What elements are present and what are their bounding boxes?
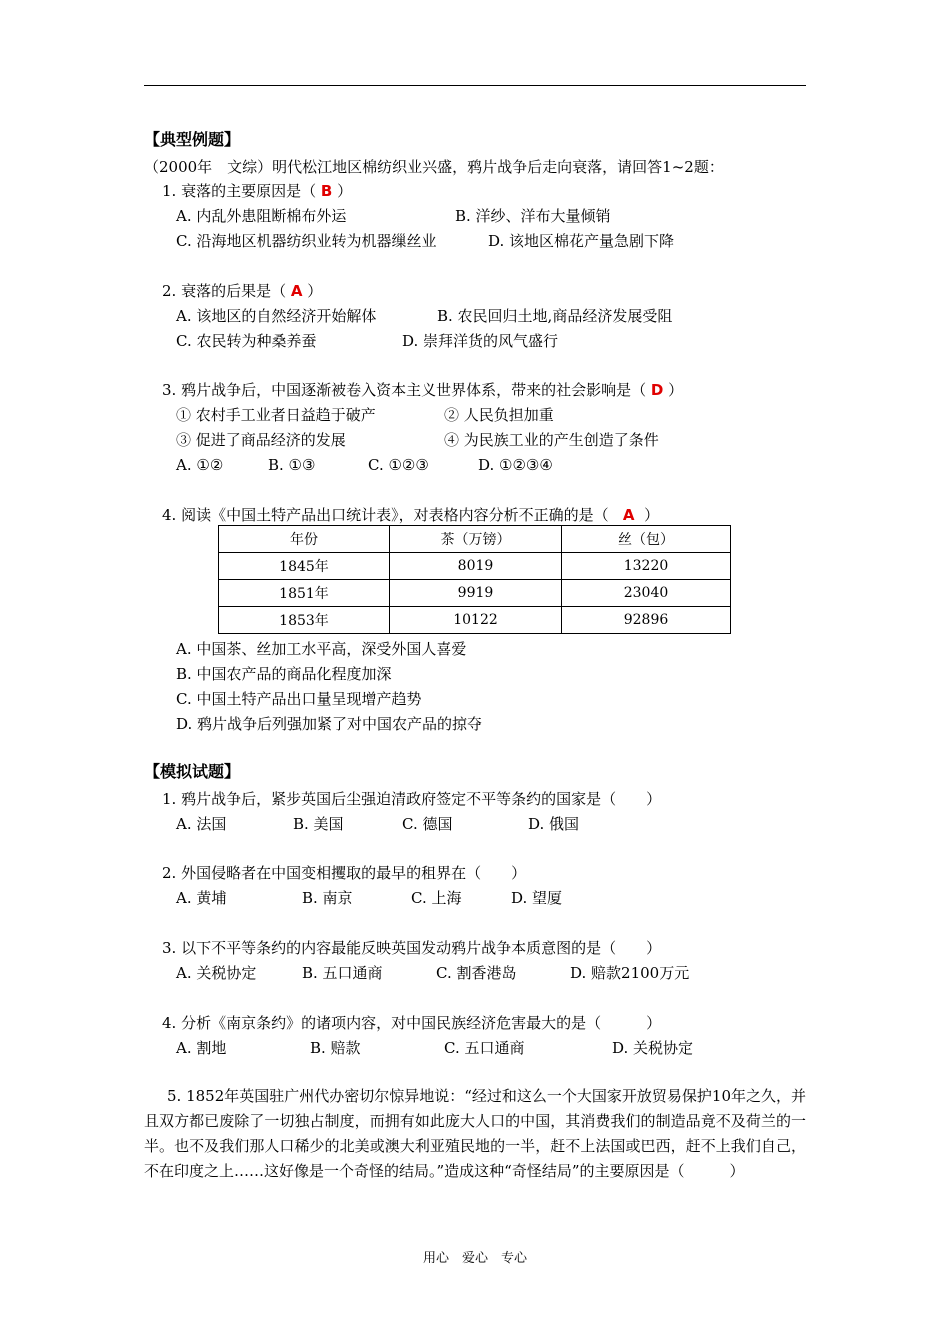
table-cell: 13220 — [562, 553, 731, 580]
option-b: B. 洋纱、洋布大量倾销 — [455, 207, 611, 225]
option-c: C. ①②③ — [368, 456, 429, 474]
question-1-stem: 1. 鸦片战争后，紧步英国后尘强迫清政府签定不平等条约的国家是（ ） — [162, 790, 662, 808]
statement-3: ③ 促进了商品经济的发展 — [176, 431, 346, 449]
question-2-stem: 2. 衰落的后果是（ A ） — [162, 282, 323, 300]
option-d: D. 该地区棉花产量急剧下降 — [488, 232, 675, 250]
table-cell: 1853年 — [219, 607, 390, 634]
option-c: C. 割香港岛 — [436, 964, 517, 982]
option-c: C. 中国土特产品出口量呈现增产趋势 — [176, 690, 422, 708]
option-d: D. 俄国 — [528, 815, 580, 833]
table-cell: 92896 — [562, 607, 731, 634]
question-4-stem: 4. 分析《南京条约》的诸项内容，对中国民族经济危害最大的是（ ） — [162, 1014, 662, 1032]
option-d: D. ①②③④ — [478, 456, 553, 474]
option-d: D. 关税协定 — [612, 1039, 694, 1057]
option-c: C. 农民转为种桑养蚕 — [176, 332, 317, 350]
table-cell: 10122 — [390, 607, 562, 634]
answer-mark: B — [320, 182, 333, 200]
intro-text: （2000年 文综）明代松江地区棉纺织业兴盛，鸦片战争后走向衰落，请回答1~2题： — [144, 158, 724, 176]
table-row — [219, 553, 731, 580]
header-rule — [144, 85, 806, 86]
column-header: 年份 — [219, 526, 390, 553]
answer-mark: A — [290, 282, 303, 300]
option-a: A. 该地区的自然经济开始解体 — [176, 307, 377, 325]
option-d: D. 赔款2100万元 — [570, 964, 690, 982]
question-2-stem: 2. 外国侵略者在中国变相攫取的最早的租界在（ ） — [162, 864, 527, 882]
option-a: A. ①② — [176, 456, 224, 474]
option-d: D. 崇拜洋货的风气盛行 — [402, 332, 559, 350]
option-d: D. 望厦 — [511, 889, 563, 907]
option-b: B. 五口通商 — [302, 964, 383, 982]
option-a: A. 割地 — [176, 1039, 227, 1057]
table-cell: 23040 — [562, 580, 731, 607]
option-c: C. 五口通商 — [444, 1039, 525, 1057]
statement-2: ② 人民负担加重 — [444, 406, 554, 424]
section-heading-examples: 【典型例题】 — [144, 130, 241, 149]
question-3-stem: 3. 鸦片战争后，中国逐渐被卷入资本主义世界体系，带来的社会影响是（ D ） — [162, 381, 684, 399]
table-cell: 1845年 — [219, 553, 390, 580]
table-cell: 8019 — [390, 553, 562, 580]
table-cell: 9919 — [390, 580, 562, 607]
option-b: B. 南京 — [302, 889, 353, 907]
answer-mark: A — [622, 506, 635, 524]
option-a: A. 法国 — [176, 815, 227, 833]
answer-mark: D — [650, 381, 664, 399]
table-header-row — [219, 526, 731, 553]
option-b: B. 赔款 — [310, 1039, 361, 1057]
table-row — [219, 607, 731, 634]
question-5-text: 5. 1852年英国驻广州代办密切尔惊异地说：“经过和这么一个大国家开放贸易保护10年之久，并且双方都已废除了一切独占制度，而拥有如此庞大人口的中国，其消费我们的制造品竟不及荷兰的一半。也不及我们那人口稀少的北美或澳大利亚殖民地的一半，赶不上法国或巴西，赶不上我们自己，不在印度之上……这好像是一个奇怪的结局。”造成这种“奇怪结局”的主要原因是（ ） — [144, 1087, 807, 1180]
page-footer: 用心 爱心 专心 — [422, 1251, 527, 1266]
column-header: 丝（包） — [562, 526, 731, 553]
question-4-stem: 4. 阅读《中国土特产品出口统计表》，对表格内容分析不正确的是（ A ） — [162, 506, 660, 524]
table-row — [219, 580, 731, 607]
section-heading-mock: 【模拟试题】 — [144, 762, 241, 781]
option-b: B. ①③ — [268, 456, 316, 474]
export-statistics-table — [218, 525, 731, 634]
option-b: B. 农民回归土地,商品经济发展受阻 — [437, 307, 673, 325]
option-a: A. 黄埔 — [176, 889, 227, 907]
option-a: A. 中国茶、丝加工水平高，深受外国人喜爱 — [176, 640, 467, 658]
question-3-stem: 3. 以下不平等条约的内容最能反映英国发动鸦片战争本质意图的是（ ） — [162, 939, 662, 957]
option-c: C. 沿海地区机器纺织业转为机器缫丝业 — [176, 232, 437, 250]
question-1-stem: 1. 衰落的主要原因是（ B ） — [162, 182, 353, 200]
option-c: C. 上海 — [411, 889, 462, 907]
statement-1: ① 农村手工业者日益趋于破产 — [176, 406, 376, 424]
option-c: C. 德国 — [402, 815, 453, 833]
column-header: 茶（万镑） — [390, 526, 562, 553]
option-a: A. 关税协定 — [176, 964, 257, 982]
option-a: A. 内乱外患阻断棉布外运 — [176, 207, 347, 225]
option-b: B. 美国 — [293, 815, 344, 833]
option-d: D. 鸦片战争后列强加紧了对中国农产品的掠夺 — [176, 715, 483, 733]
table-cell: 1851年 — [219, 580, 390, 607]
statement-4: ④ 为民族工业的产生创造了条件 — [444, 431, 659, 449]
option-b: B. 中国农产品的商品化程度加深 — [176, 665, 392, 683]
